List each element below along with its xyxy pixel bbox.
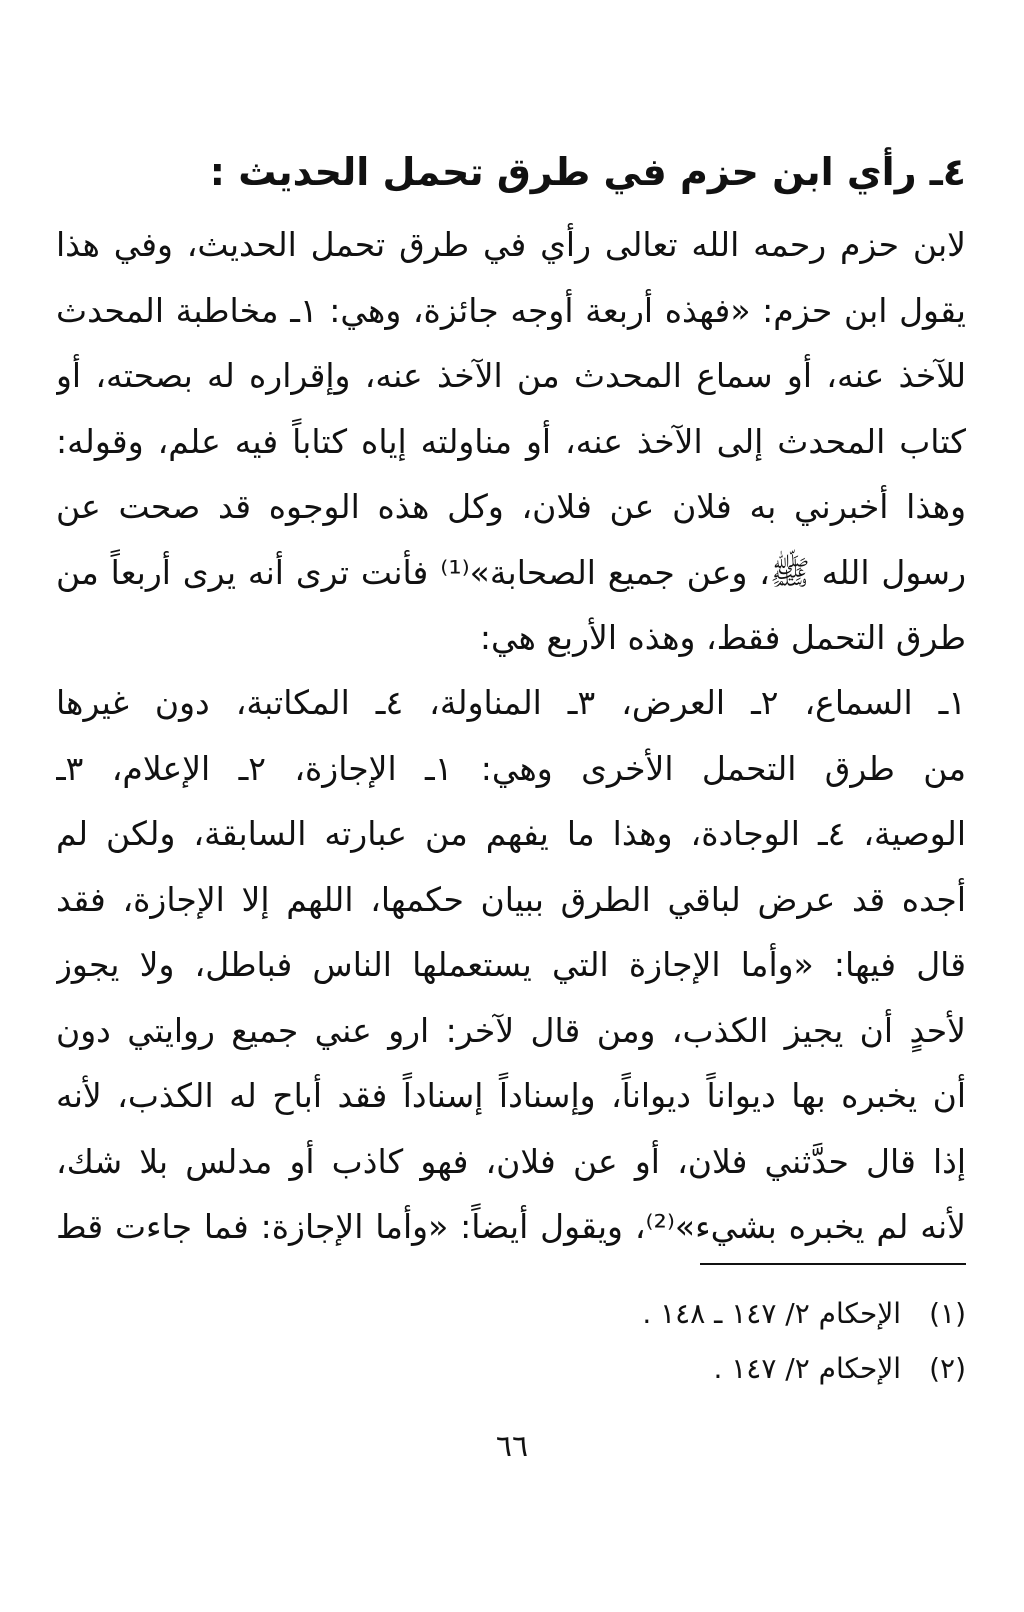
text-line: كتاب المحدث إلى الآخذ عنه، أو مناولته إياه كتاباً فيه علم، وقوله: xyxy=(56,421,966,461)
text-line: طرق التحمل فقط، وهذه الأربع هي: xyxy=(479,618,966,657)
footnote-number: (٢) xyxy=(929,1352,966,1385)
text-line: رسول الله ﷺ، وعن جميع الصحابة»⁽¹⁾ فأنت ترى أنه يرى أربعاً من xyxy=(56,552,966,592)
page-number: ٦٦ xyxy=(495,1429,529,1464)
text-line: قال فيها: «وأما الإجازة التي يستعملها الناس فباطل، ولا يجوز xyxy=(56,945,966,984)
text-line: وهذا أخبرني به فلان عن فلان، وكل هذه الوجوه قد صحت عن xyxy=(56,487,966,526)
section-heading: ٤ـ رأي ابن حزم في طرق تحمل الحديث : xyxy=(209,150,966,194)
text-line: للآخذ عنه، أو سماع المحدث من الآخذ عنه، وإقراره له بصحته، أو xyxy=(56,356,966,395)
footnote-text: الإحكام ٢/ ١٤٧ . xyxy=(713,1352,902,1385)
text-line: يقول ابن حزم: «فهذه أربعة أوجه جائزة، وهي: ١ـ مخاطبة المحدث xyxy=(56,290,966,330)
text-line: لابن حزم رحمه الله تعالى رأي في طرق تحمل الحديث، وفي هذا xyxy=(56,225,966,264)
text-line: إذا قال حدَّثني فلان، أو عن فلان، فهو كاذب أو مدلس بلا شك، xyxy=(56,1141,966,1181)
footnote-1 xyxy=(642,1290,966,1338)
footnote-number: (١) xyxy=(929,1297,966,1330)
text-line: ١ـ السماع، ٢ـ العرض، ٣ـ المناولة، ٤ـ المكاتبة، دون غيرها xyxy=(56,683,966,722)
text-line: أن يخبره بها ديواناً ديواناً، وإسناداً إسناداً فقد أباح له الكذب، لأنه xyxy=(56,1076,966,1115)
text-line: لأنه لم يخبره بشيء»⁽²⁾، ويقول أيضاً: «وأما الإجازة: فما جاءت قط xyxy=(56,1207,966,1246)
text-line: الوصية، ٤ـ الوجادة، وهذا ما يفهم من عبارته السابقة، ولكن لم xyxy=(56,814,966,853)
footnote-divider xyxy=(700,1263,966,1265)
footnote-2 xyxy=(713,1345,966,1393)
paragraph-1 xyxy=(56,212,966,671)
text-line: من طرق التحمل الأخرى وهي: ١ـ الإجازة، ٢ـ الإعلام، ٣ـ xyxy=(56,748,966,788)
footnote-text: الإحكام ٢/ ١٤٧ ـ ١٤٨ . xyxy=(642,1297,902,1330)
text-line: أجده قد عرض لباقي الطرق ببيان حكمها، اللهم إلا الإجازة، فقد xyxy=(56,879,966,919)
paragraph-2 xyxy=(56,670,966,1260)
text-line: لأحدٍ أن يجيز الكذب، ومن قال لآخر: ارو عني جميع روايتي دون xyxy=(56,1010,966,1050)
